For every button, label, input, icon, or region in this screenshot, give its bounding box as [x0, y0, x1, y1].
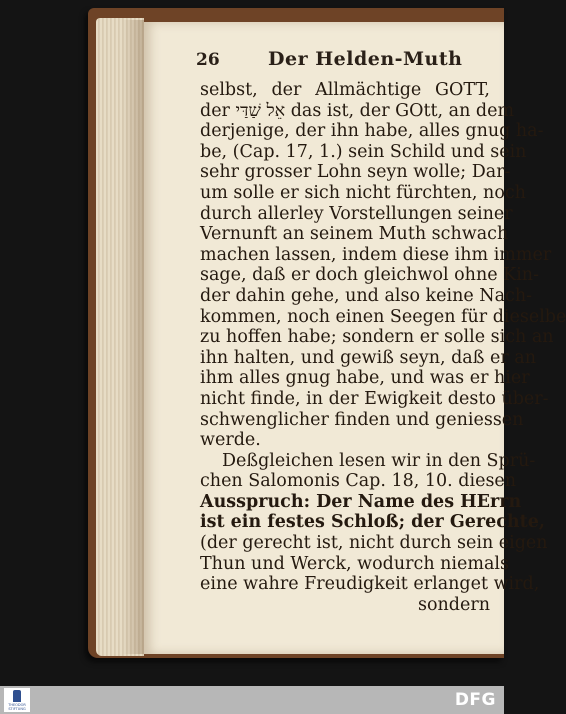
text-line: ihn halten, und gewiß seyn, daß er an [200, 347, 536, 368]
text-line: Thun und Werck, wodurch niemals [200, 553, 509, 574]
text-line: Ausspruch: Der Name des HErrn [200, 491, 522, 512]
text-line: Deßgleichen lesen wir in den Sprü- [222, 450, 536, 471]
text-line: sehr grosser Lohn seyn wolle; Dar- [200, 162, 511, 183]
text-line: zu hoffen habe; sondern er solle sich an [200, 327, 554, 348]
text-line: be, (Cap. 17, 1.) sein Schild und sein [200, 141, 527, 162]
text-line: durch allerley Vorstellungen seiner [200, 203, 513, 224]
text-line: derjenige, der ihn habe, alles gnug ha- [200, 121, 544, 142]
text-line: Vernunft an seinem Muth schwach [200, 224, 509, 245]
dfg-logo[interactable]: DFG [454, 690, 496, 710]
text-line: (der gerecht ist, nicht durch sein eigen [200, 533, 548, 554]
text-line: ist ein festes Schloß; der Gerechte, [200, 512, 545, 533]
text-line: der dahin gehe, und also keine Nach- [200, 285, 533, 306]
text-line: werde. [200, 430, 261, 451]
text-line: kommen, noch einen Seegen für dieselbe [200, 306, 566, 327]
text-line: machen lassen, indem diese ihm immer [200, 244, 552, 265]
text-line: sage, daß er doch gleichwol ohne Kin- [200, 265, 539, 286]
text-line: ihm alles gnug habe, und was er hier [200, 368, 530, 389]
running-head: Der Helden-Muth [268, 48, 463, 70]
text-line: chen Salomonis Cap. 18, 10. diesen [200, 471, 517, 492]
page-header [196, 48, 496, 72]
body-text [200, 80, 566, 615]
page-number: 26 [196, 50, 220, 70]
building-icon [13, 690, 21, 702]
text-line: selbst, der Allmächtige GOTT, [200, 80, 490, 100]
text-line: eine wahre Freudigkeit erlanget wird, [200, 574, 540, 595]
text-line: um solle er sich nicht fürchten, noch [200, 182, 526, 203]
library-logo[interactable] [4, 688, 30, 712]
text-line: schwenglicher finden und geniessen [200, 409, 524, 430]
text-line: der אֵל שַׁדַּי das ist, der GOtt, an dem [200, 100, 515, 121]
viewer-footer-bar [0, 686, 504, 714]
catchword: sondern [418, 594, 490, 615]
text-line: nicht finde, in der Ewigkeit desto über- [200, 388, 549, 409]
gutter-shadow [122, 20, 144, 654]
library-logo-text: THEODOR STIFTUNG [8, 703, 26, 711]
